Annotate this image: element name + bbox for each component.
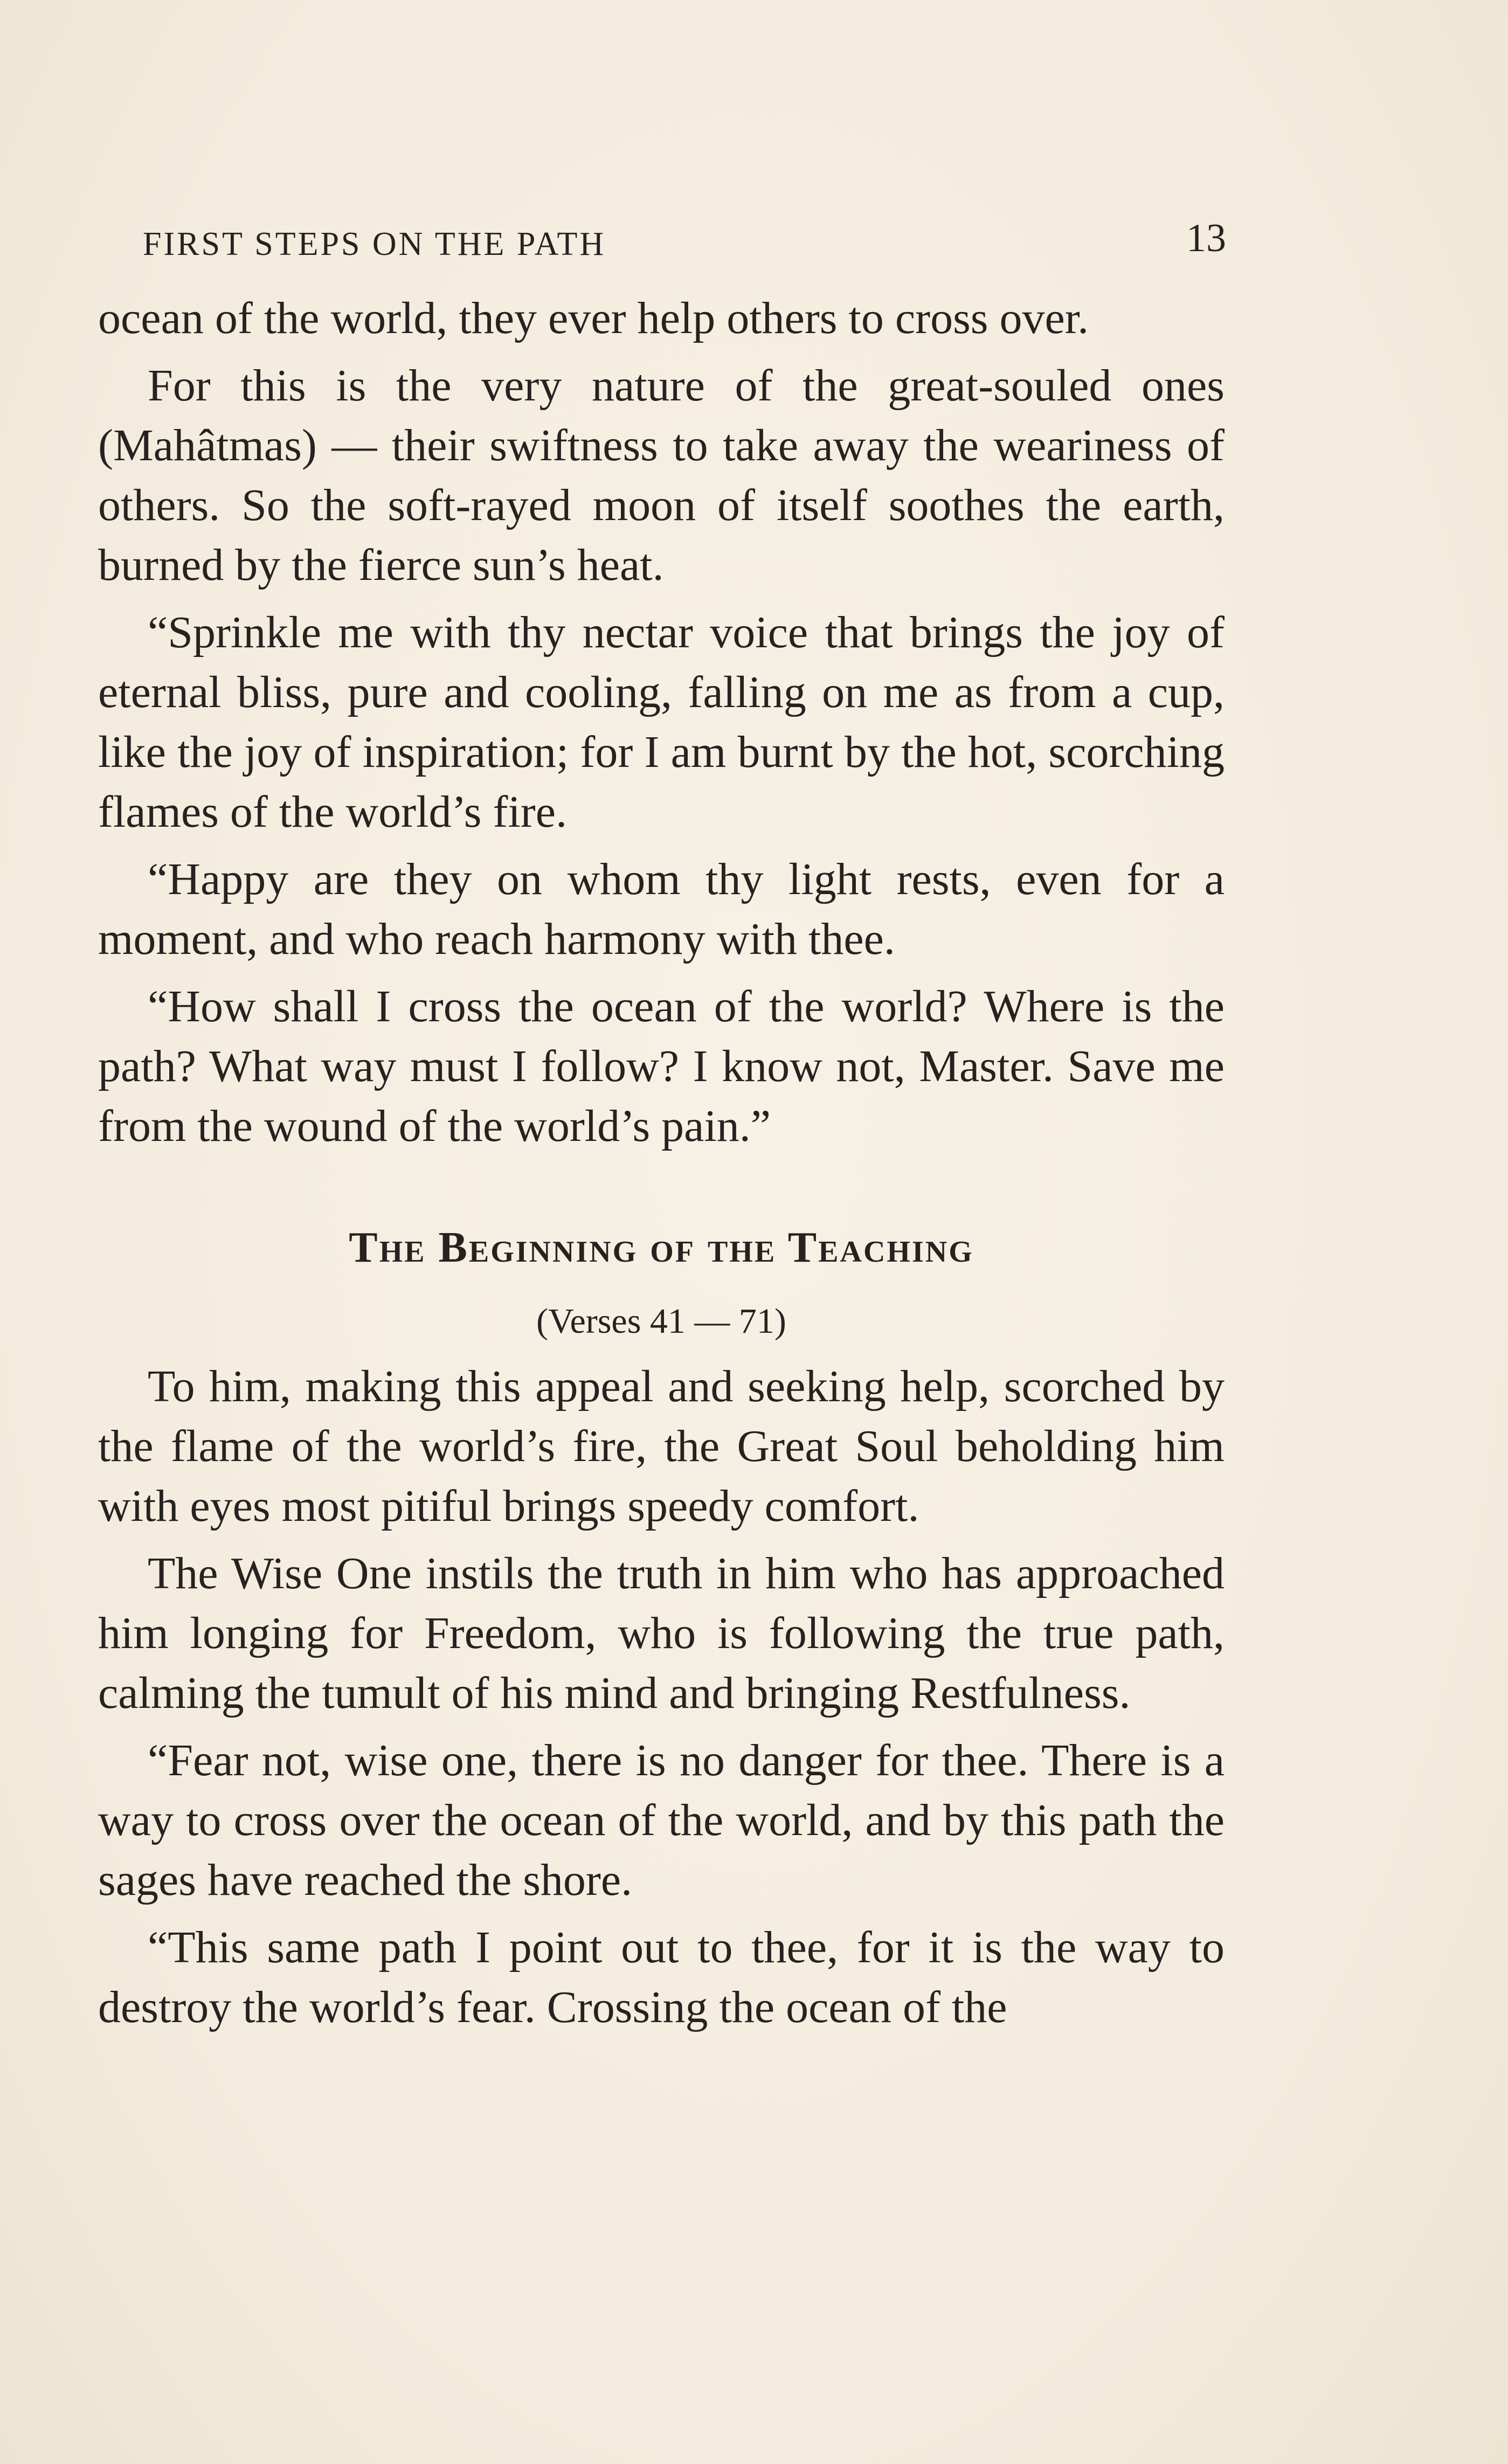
paragraph: For this is the very nature of the great-souled ones (Mahâtmas) — their swiftness to take away the weariness of others. So the soft-rayed moon of itself soothes the earth, burned by the fierce sun’s heat. bbox=[98, 361, 1225, 590]
paragraph: “Happy are they on whom thy light rests, even for a moment, and who reach harmony with thee. bbox=[98, 854, 1225, 964]
verses-reference: (Verses 41 — 71) bbox=[536, 1302, 786, 1341]
page-number: 13 bbox=[1186, 216, 1226, 260]
paragraph: “Sprinkle me with thy nectar voice that brings the joy of eternal bliss, pure and cooling, falling on me as from a cup, like the joy of inspiration; for I am burnt by the hot, scorching flames of the world’s fire. bbox=[98, 607, 1225, 837]
body-text bbox=[98, 288, 1225, 2045]
running-header bbox=[143, 216, 1226, 269]
paragraph: “How shall I cross the ocean of the world? Where is the path? What way must I follow? I know not, Master. Save me from the wound of the world’s pain.” bbox=[98, 981, 1225, 1151]
paragraph: “Fear not, wise one, there is no danger for thee. There is a way to cross over the ocean of the world, and by this path the sages have reached the shore. bbox=[98, 1735, 1225, 1905]
paragraph: The Wise One instils the truth in him who has approached him longing for Freedom, who is following the true path, calming the tumult of his mind and bringing Restfulness. bbox=[98, 1548, 1225, 1718]
paragraph: “This same path I point out to thee, for it is the way to destroy the world’s fear. Crossing the ocean of the bbox=[98, 1922, 1225, 2032]
running-title: FIRST STEPS ON THE PATH bbox=[143, 226, 606, 262]
paragraph: ocean of the world, they ever help others to cross over. bbox=[98, 293, 1089, 343]
paragraph: To him, making this appeal and seeking help, scorched by the flame of the world’s fire, the Great Soul beholding him with eyes most pitiful brings speedy comfort. bbox=[98, 1361, 1225, 1531]
section-heading: The Beginning of the Teaching bbox=[349, 1224, 974, 1271]
